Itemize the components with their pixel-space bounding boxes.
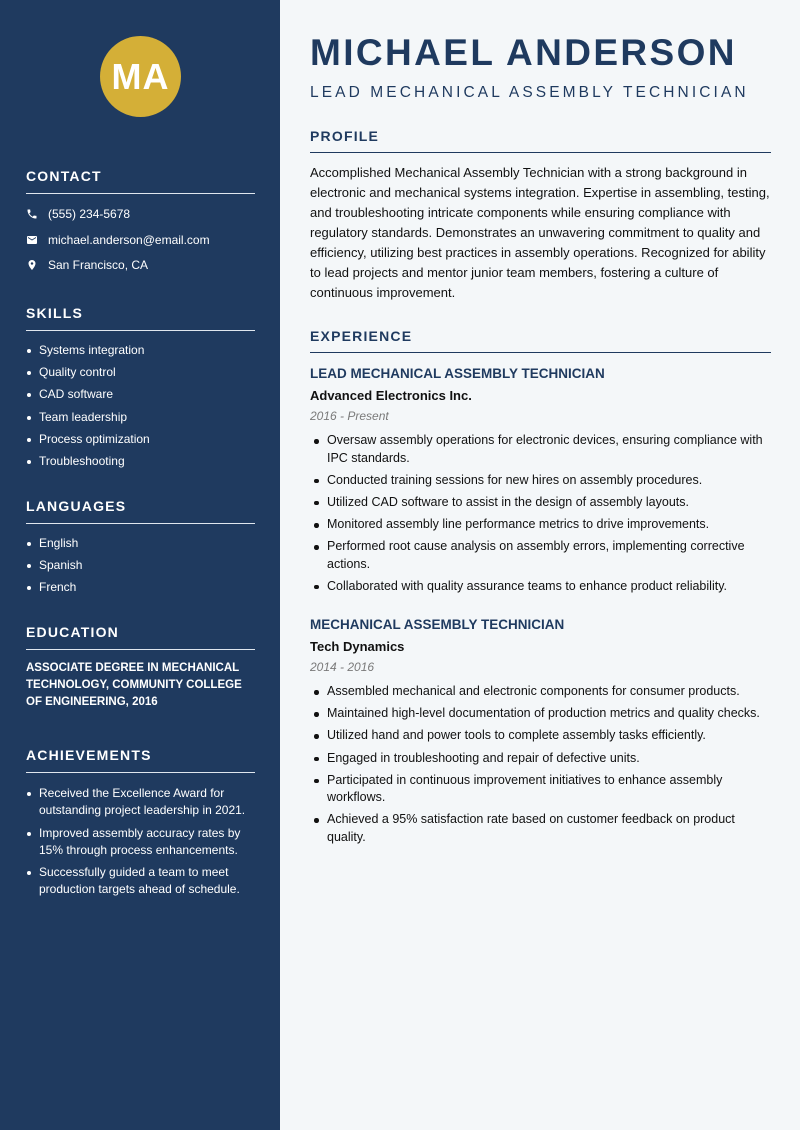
language-item: Spanish [26, 558, 255, 573]
contact-heading: CONTACT [26, 168, 255, 194]
achievement-item: Successfully guided a team to meet production targets ahead of schedule. [26, 864, 255, 898]
skills-list [26, 343, 255, 469]
contact-email[interactable] [26, 232, 255, 248]
contact-location [26, 257, 255, 273]
job-company: Tech Dynamics [310, 639, 405, 654]
job-bullet: Oversaw assembly operations for electronic devices, ensuring compliance with IPC standards. [310, 432, 771, 467]
achievement-item: Received the Excellence Award for outstanding project leadership in 2021. [26, 785, 255, 819]
phone-icon [26, 208, 38, 220]
contact-phone[interactable] [26, 206, 255, 222]
skill-item: Team leadership [26, 410, 255, 425]
job-entry [310, 617, 771, 851]
skills-section [26, 305, 255, 476]
contact-section [26, 168, 255, 273]
skill-item: CAD software [26, 387, 255, 402]
languages-section [26, 498, 255, 603]
job-dates: 2016 - Present [310, 409, 389, 423]
education-text: ASSOCIATE DEGREE IN MECHANICAL TECHNOLOGY, COMMUNITY COLLEGE OF ENGINEERING, 2016 [26, 662, 242, 708]
job-bullet: Utilized hand and power tools to complete assembly tasks efficiently. [310, 727, 771, 745]
skills-heading: SKILLS [26, 305, 255, 331]
education-section [26, 624, 255, 711]
job-bullet: Assembled mechanical and electronic components for consumer products. [310, 683, 771, 701]
achievements-heading: ACHIEVEMENTS [26, 747, 255, 773]
candidate-role: LEAD MECHANICAL ASSEMBLY TECHNICIAN [310, 84, 749, 101]
job-bullet: Maintained high-level documentation of production metrics and quality checks. [310, 705, 771, 723]
job-bullets [310, 432, 771, 595]
location-pin-icon [26, 259, 38, 271]
phone-text: (555) 234-5678 [48, 207, 131, 221]
skill-item: Quality control [26, 365, 255, 380]
job-bullets [310, 683, 771, 846]
education-heading: EDUCATION [26, 624, 255, 650]
language-item: French [26, 580, 255, 595]
languages-list [26, 536, 255, 595]
sidebar [0, 0, 280, 1130]
candidate-name: MICHAEL ANDERSON [310, 32, 737, 73]
job-bullet: Performed root cause analysis on assembly errors, implementing corrective actions. [310, 538, 771, 573]
job-bullet: Monitored assembly line performance metrics to drive improvements. [310, 516, 771, 534]
profile-text: Accomplished Mechanical Assembly Technician with a strong background in electronic and mechanical systems integration. Expertise in assembling, testing, and troubleshooting intricate components while ensuring compliance with regulatory standards. Demonstrates an unwavering commitment to quality and efficiency, utilizing best practices in assembly operations. Recognized for ability to lead projects and mentor junior team members, fostering a culture of continuous improvement. [310, 165, 770, 300]
job-bullet: Engaged in troubleshooting and repair of defective units. [310, 750, 771, 768]
job-bullet: Conducted training sessions for new hires on assembly procedures. [310, 472, 771, 490]
skill-item: Systems integration [26, 343, 255, 358]
profile-heading: PROFILE [310, 128, 771, 153]
job-company: Advanced Electronics Inc. [310, 388, 472, 403]
job-bullet: Participated in continuous improvement initiatives to enhance assembly workflows. [310, 772, 771, 807]
job-bullet: Achieved a 95% satisfaction rate based on customer feedback on product quality. [310, 811, 771, 846]
job-dates: 2014 - 2016 [310, 660, 375, 674]
job-bullet: Collaborated with quality assurance teams to enhance product reliability. [310, 578, 771, 596]
avatar: MA [100, 36, 181, 117]
email-text: michael.anderson@email.com [48, 232, 210, 247]
skill-item: Process optimization [26, 432, 255, 447]
achievement-item: Improved assembly accuracy rates by 15% through process enhancements. [26, 825, 255, 859]
job-bullet: Utilized CAD software to assist in the design of assembly layouts. [310, 494, 771, 512]
achievements-list [26, 785, 255, 898]
languages-heading: LANGUAGES [26, 498, 255, 524]
email-icon [26, 234, 38, 246]
location-text: San Francisco, CA [48, 258, 149, 272]
job-title: LEAD MECHANICAL ASSEMBLY TECHNICIAN [310, 366, 605, 381]
language-item: English [26, 536, 255, 551]
achievements-section [26, 747, 255, 904]
job-title: MECHANICAL ASSEMBLY TECHNICIAN [310, 617, 565, 632]
skill-item: Troubleshooting [26, 454, 255, 469]
experience-heading: EXPERIENCE [310, 328, 771, 353]
job-entry [310, 366, 771, 600]
